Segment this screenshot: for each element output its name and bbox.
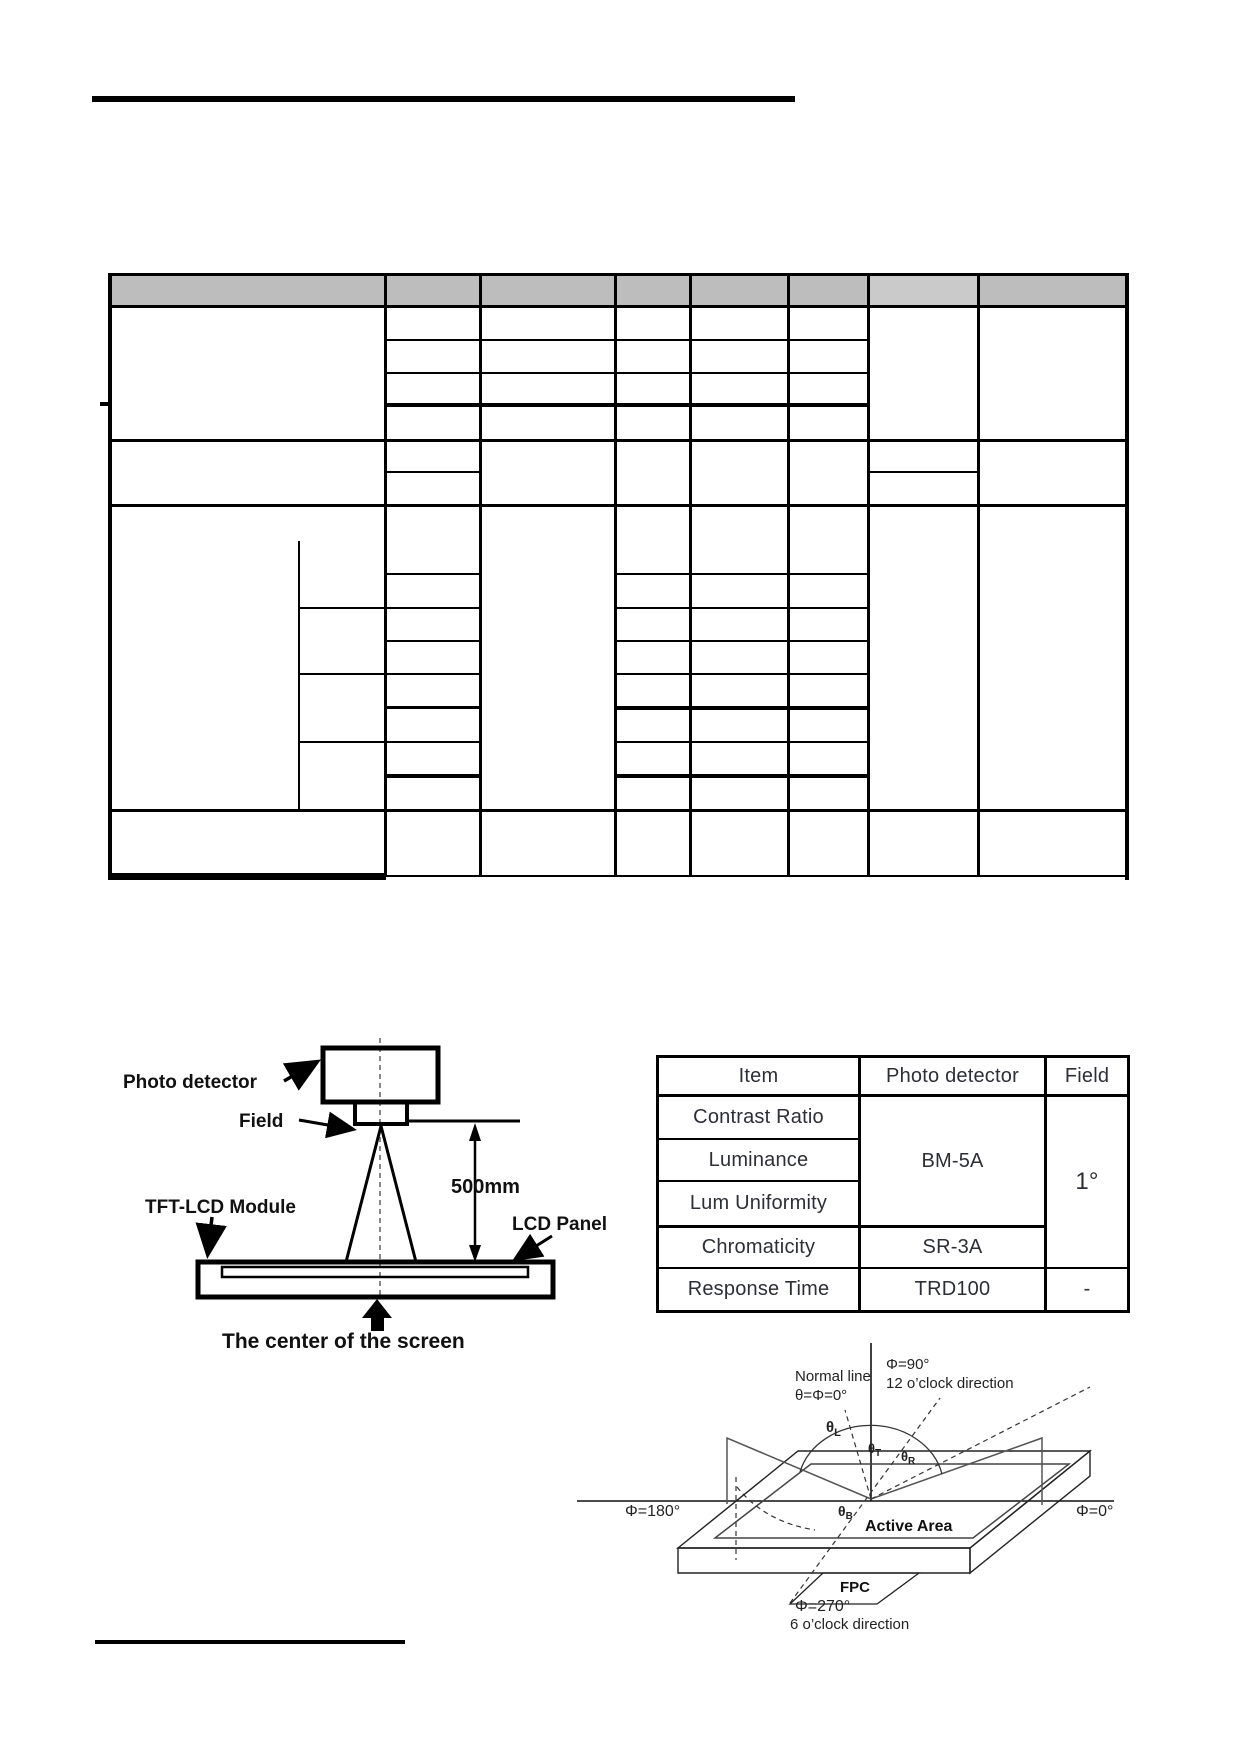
footer-rule — [95, 1640, 405, 1644]
row-lum-uniformity: Lum Uniformity — [689, 1192, 828, 1214]
right-wing-triangle — [871, 1438, 1042, 1505]
row-luminance: Luminance — [708, 1148, 809, 1171]
module-label: TFT-LCD Module — [145, 1197, 296, 1218]
theta-l-label: $\theta_L$ — [826, 1419, 841, 1439]
header-rule — [92, 96, 795, 102]
screen-center-arrow — [362, 1299, 392, 1331]
instrument-header-field: Field — [1064, 1064, 1110, 1087]
phi90-label-1: Φ=90° — [886, 1356, 930, 1373]
module-arrow — [208, 1217, 212, 1252]
field-angle: 1° — [1075, 1168, 1099, 1195]
dimension-arrowhead-bottom — [469, 1245, 481, 1262]
detector-sr3a: SR-3A — [922, 1236, 983, 1258]
theta-t-label: $\theta_T$ — [868, 1441, 882, 1459]
detector-trd100: TRD100 — [914, 1278, 991, 1300]
spec-table-header-unit-cell — [868, 276, 978, 305]
active-area-label: Active Area — [865, 1518, 953, 1535]
normal-line-label-2: θ=Φ=0° — [795, 1387, 848, 1404]
dimension-arrowhead-top — [469, 1123, 481, 1141]
theta-b-label: $\theta_B$ — [838, 1503, 853, 1522]
instrument-header-detector: Photo detector — [886, 1064, 1019, 1087]
phi0-label: Φ=0° — [1076, 1503, 1114, 1520]
fpc-label: FPC — [840, 1579, 870, 1596]
setup-caption: The center of the screen — [222, 1330, 465, 1353]
viewing-angle-diagram — [550, 1335, 1140, 1635]
left-edge-tick — [100, 402, 108, 406]
field-label: Field — [239, 1111, 284, 1132]
measurement-setup-diagram — [90, 1030, 608, 1360]
row-response-time: Response Time — [687, 1278, 830, 1300]
phi270-label-2: 6 o’clock direction — [790, 1616, 910, 1633]
field-aperture-box — [355, 1102, 407, 1124]
phi270-label-1: Φ=270° — [795, 1598, 851, 1615]
phi90-label-2: 12 o’clock direction — [886, 1375, 1014, 1392]
panel-label: LCD Panel — [512, 1214, 608, 1235]
left-wing-triangle — [727, 1438, 871, 1504]
field-dash: - — [1083, 1278, 1091, 1300]
phi180-label: Φ=180° — [625, 1503, 681, 1520]
field-arrow — [299, 1120, 351, 1129]
panel-arrow — [517, 1236, 552, 1258]
theta-r-label: $\theta_R$ — [901, 1449, 916, 1467]
bottom-left-thick-bar — [108, 873, 386, 880]
measuring-cone — [346, 1126, 416, 1262]
instrument-header-item: Item — [738, 1064, 779, 1087]
row-chromaticity: Chromaticity — [701, 1236, 816, 1258]
slab-front-face — [678, 1548, 970, 1573]
distance-label: 500mm — [451, 1176, 520, 1198]
normal-line-label-1: Normal line — [795, 1368, 871, 1385]
slab-side-face — [970, 1451, 1090, 1573]
row-contrast-ratio: Contrast Ratio — [693, 1106, 824, 1128]
detector-bm5a: BM-5A — [921, 1149, 984, 1172]
photo-detector-arrow — [284, 1063, 315, 1081]
photo-detector-label: Photo detector — [123, 1072, 258, 1093]
lcd-panel-bar — [222, 1267, 528, 1277]
theta-b-dashed-arc — [737, 1487, 815, 1530]
theta-r-dashed-ray — [871, 1387, 1090, 1499]
